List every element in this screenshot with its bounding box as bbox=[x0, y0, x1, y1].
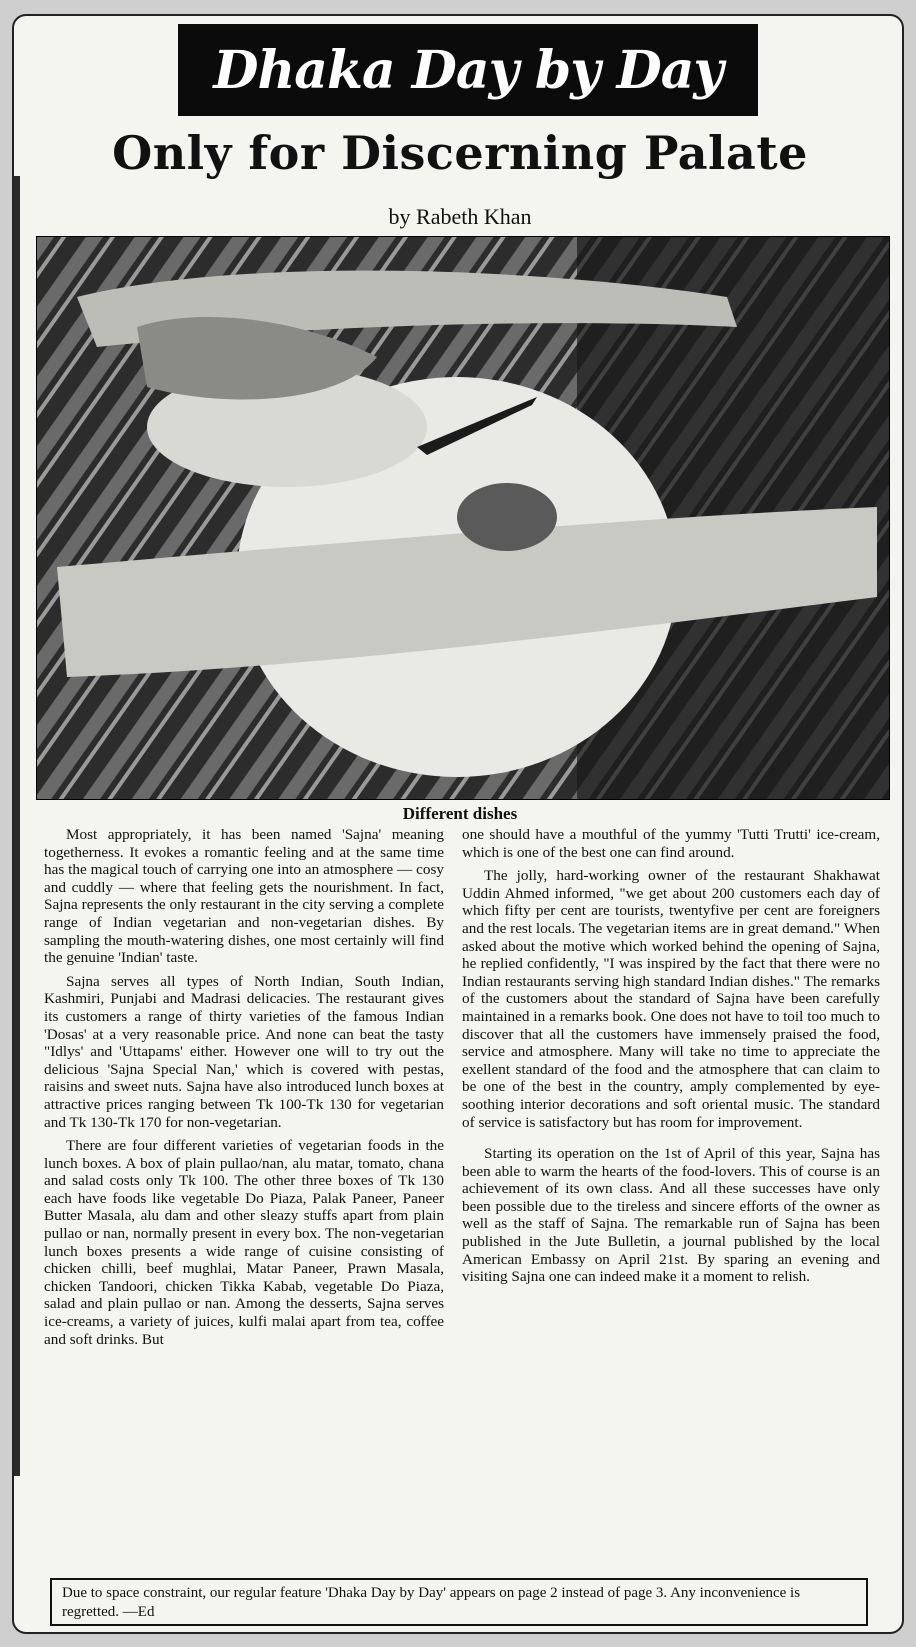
adjacent-column-edge bbox=[14, 176, 20, 1476]
dishes-photo-illustration bbox=[37, 237, 889, 799]
section-title: Dhaka Day by Day bbox=[213, 39, 723, 101]
article-photo bbox=[36, 236, 890, 800]
paragraph: The jolly, hard-working owner of the restaurant Shakhawat Uddin Ahmed informed, "we get about 200 customers each day of which fifty per cent are tourists, twentyfive per cent are foreigners and the rest locals. The vegetarian items are in great demand." When asked about the motive which worked behind the opening of Sajna, he replied confidently, "I was inspired by the fact that there were no Indian restaurants serving high standard Indian dishes." The remarks of the customers about the standard of Sajna have been carefully maintained in a remarks book. One does not have to toil too much to discover that all the customers have immensely praised the food, service and atmosphere. Many will take no time to appreciate the exellent standard of the food and the atmosphere that can claim to be one of the best in the country, amply complemented by eye-soothing interior decorations and soft oriental music. The standard of service is satisfactory but has room for improvement. bbox=[462, 867, 880, 1131]
article-byline: by Rabeth Khan bbox=[388, 204, 532, 229]
section-banner bbox=[178, 24, 758, 116]
article-column-left bbox=[44, 826, 444, 1354]
article-headline: Only for Discerning Palate bbox=[112, 126, 808, 180]
newspaper-page bbox=[12, 14, 904, 1634]
paragraph: Starting its operation on the 1st of April of this year, Sajna has been able to warm the hearts of the food-lovers. This of course is an achievement of its own class. And all these successes have only been possible due to the tireless and sincere efforts of the owner as well as the staff of Sajna. The remarkable run of Sajna has been published in the Jute Bulletin, a journal published by the local American Embassy on April 21st. By sparing an evening and visiting Sajna one can indeed make it a moment to relish. bbox=[462, 1145, 880, 1286]
editor-notice-box bbox=[50, 1578, 868, 1626]
article-column-right bbox=[462, 826, 880, 1292]
paragraph: one should have a mouthful of the yummy 'Tutti Trutti' ice-cream, which is one of the best one can find around. bbox=[462, 826, 880, 861]
paragraph: Sajna serves all types of North Indian, South Indian, Kashmiri, Punjabi and Madrasi delicacies. The restaurant gives its customers a range of thirty varieties of the famous Indian 'Dosas' at a very reasonable price. And none can beat the tasty "Idlys' and 'Uttapams' either. However one will to try out the delicious 'Sajna Special Nan,' which is covered with pestas, raisins and sweet nuts. Sajna have also introduced lunch boxes at attractive prices ranging between Tk 100-Tk 130 for vegetarian and Tk 130-Tk 170 for non-vegetarian. bbox=[44, 972, 444, 1131]
paragraph: There are four different varieties of vegetarian foods in the lunch boxes. A box of plain pullao/nan, alu matar, tomato, chana and salad costs only Tk 100. The other three boxes of Tk 130 each have foods like vegetable Do Piaza, Palak Paneer, Paneer Butter Masala, alu dam and other sleazy stuffs apart from plain pullao or nan, normally present in every box. The non-vegetarian lunch boxes presents a wide range of cuisine consisting of chicken chilli, beef mughlai, Matar Paneer, Prawn Masala, chicken Tandoori, chicken Tikka Kabab, vegetable Do Piaza, salad and plain pullao or nan. Among the desserts, Sajna serves ice-creams, a variety of juices, kulfi malai apart from tea, coffee and soft drinks. But bbox=[44, 1137, 444, 1348]
paragraph: Most appropriately, it has been named 'Sajna' meaning togetherness. It evokes a romantic feeling and at the same time has the magical touch of carrying one into an atmosphere — cosy and cuddly — where that feeling gets the nourishment. In fact, Sajna represents the only restaurant in the city serving a complete range of Indian vegetarian and non-vegetarian dishes. By sampling the mouth-watering dishes, one most certainly will find the genuine 'Indian' taste. bbox=[44, 826, 444, 967]
photo-caption: Different dishes bbox=[402, 804, 518, 823]
editor-notice-text: Due to space constraint, our regular feature 'Dhaka Day by Day' appears on page 2 instead of page 3. Any inconvenience is regretted. —Ed bbox=[62, 1585, 801, 1620]
